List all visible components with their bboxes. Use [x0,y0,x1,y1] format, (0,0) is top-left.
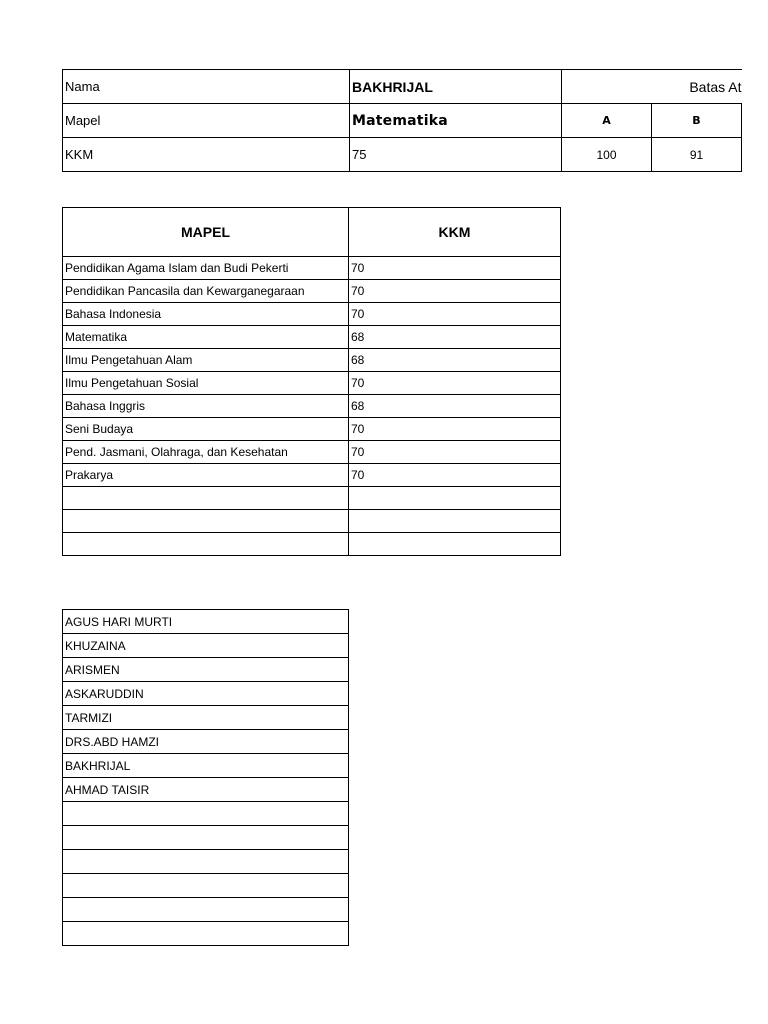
name-cell[interactable] [63,922,349,946]
table-row [63,487,561,510]
nama-label: Nama [63,70,350,104]
table-row [63,533,561,556]
kkm-label: KKM [63,138,350,172]
kkm-cell[interactable]: 70 [349,441,561,464]
name-cell[interactable]: DRS.ABD HAMZI [63,730,349,754]
name-cell[interactable] [63,802,349,826]
kkm-cell[interactable]: 68 [349,326,561,349]
table-row [63,898,349,922]
grade-a-label: A [562,104,652,138]
table-row [63,349,561,372]
info-table [62,69,742,172]
name-cell[interactable] [63,826,349,850]
kkm-cell[interactable] [349,533,561,556]
kkm-cell[interactable]: 70 [349,280,561,303]
batas-label: Batas At [562,70,742,104]
table-row [63,922,349,946]
table-row [63,395,561,418]
table-row [63,464,561,487]
mapel-cell[interactable]: Pendidikan Agama Islam dan Budi Pekerti [63,257,349,280]
names-table [62,609,349,946]
kkm-cell[interactable] [349,510,561,533]
table-row [63,280,561,303]
mapel-cell[interactable]: Ilmu Pengetahuan Sosial [63,372,349,395]
table-row [63,303,561,326]
name-cell[interactable] [63,898,349,922]
mapel-cell[interactable]: Prakarya [63,464,349,487]
name-cell[interactable]: ARISMEN [63,658,349,682]
table-row [63,754,349,778]
grade-b-label: B [652,104,742,138]
mapel-cell[interactable]: Seni Budaya [63,418,349,441]
name-cell[interactable]: TARMIZI [63,706,349,730]
table-row [63,418,561,441]
kkm-cell[interactable]: 70 [349,464,561,487]
table-row [63,778,349,802]
mapel-header: MAPEL [63,208,349,257]
name-cell[interactable]: KHUZAINA [63,634,349,658]
kkm-cell[interactable]: 68 [349,349,561,372]
kkm-value[interactable]: 75 [350,138,562,172]
mapel-cell[interactable]: Bahasa Inggris [63,395,349,418]
kkm-cell[interactable]: 70 [349,418,561,441]
table-row [63,610,349,634]
info-table-viewport [0,0,742,200]
kkm-header: KKM [349,208,561,257]
table-row [63,257,561,280]
mapel-cell[interactable] [63,487,349,510]
table-row [63,634,349,658]
mapel-cell[interactable]: Pendidikan Pancasila dan Kewarganegaraan [63,280,349,303]
kkm-cell[interactable]: 70 [349,303,561,326]
mapel-cell[interactable] [63,533,349,556]
kkm-cell[interactable]: 68 [349,395,561,418]
name-cell[interactable] [63,874,349,898]
name-cell[interactable]: AHMAD TAISIR [63,778,349,802]
mapel-table-header [63,208,561,257]
table-row [63,826,349,850]
table-row [63,874,349,898]
nama-value[interactable]: BAKHRIJAL [350,70,562,104]
mapel-label: Mapel [63,104,350,138]
table-row [63,326,561,349]
table-row [63,372,561,395]
mapel-value[interactable]: Matematika [350,104,562,138]
name-cell[interactable]: BAKHRIJAL [63,754,349,778]
table-row [63,706,349,730]
name-cell[interactable]: ASKARUDDIN [63,682,349,706]
mapel-cell[interactable]: Bahasa Indonesia [63,303,349,326]
name-cell[interactable] [63,850,349,874]
mapel-kkm-table [62,207,561,556]
info-row-mapel [63,104,742,138]
mapel-cell[interactable]: Ilmu Pengetahuan Alam [63,349,349,372]
info-row-nama [63,70,742,104]
info-row-kkm [63,138,742,172]
table-row [63,730,349,754]
table-row [63,658,349,682]
mapel-cell[interactable]: Pend. Jasmani, Olahraga, dan Kesehatan [63,441,349,464]
table-row [63,850,349,874]
table-row [63,441,561,464]
table-row [63,802,349,826]
table-row [63,510,561,533]
table-row [63,682,349,706]
grade-b-value[interactable]: 91 [652,138,742,172]
mapel-cell[interactable]: Matematika [63,326,349,349]
kkm-cell[interactable]: 70 [349,372,561,395]
grade-a-value[interactable]: 100 [562,138,652,172]
mapel-cell[interactable] [63,510,349,533]
name-cell[interactable]: AGUS HARI MURTI [63,610,349,634]
kkm-cell[interactable] [349,487,561,510]
kkm-cell[interactable]: 70 [349,257,561,280]
